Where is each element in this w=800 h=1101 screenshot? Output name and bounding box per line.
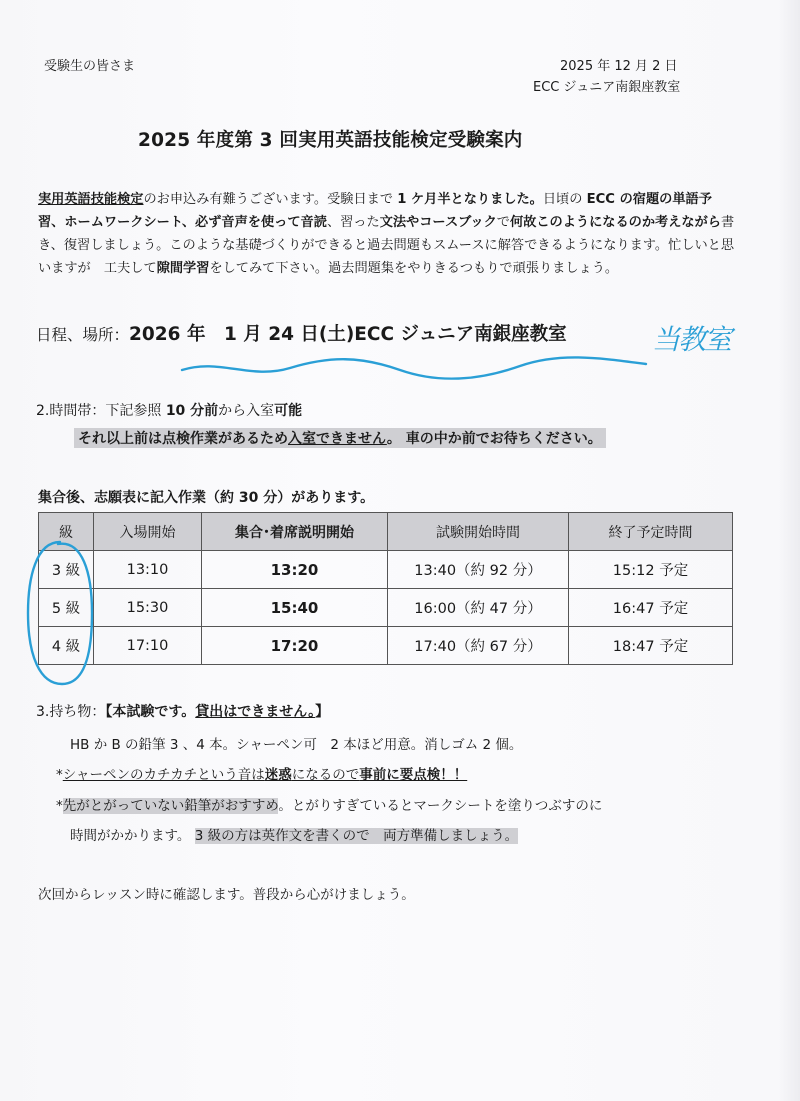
intro-emphasis: 文法やコースブック: [379, 215, 497, 230]
cell-grade: 3 級: [39, 551, 94, 589]
intro-paragraph: [38, 188, 738, 280]
cell-end-time: 18:47 予定: [569, 627, 733, 665]
cell-grade: 5 級: [39, 589, 94, 627]
handwritten-note: 当教室: [652, 323, 731, 356]
intro-text: で: [496, 215, 510, 230]
header-assembly-start: 集合･着席説明開始: [202, 513, 388, 551]
table-header-row: [39, 513, 733, 551]
intro-exam-name: 実用英語技能検定: [38, 192, 144, 207]
intro-emphasis: 何故このようになるのか考えながら: [509, 215, 721, 230]
schedule-value: 2026 年 1 月 24 日(土)ECC ジュニア南銀座教室: [129, 324, 567, 345]
intro-text: 書き、復習しましょう。このような基礎づくりができると過去問題もスムースに解答できるようになります。忙しいと思いますが 工夫して: [38, 215, 735, 276]
table-row: [39, 627, 733, 665]
belongings-emphasis: 迷惑: [264, 767, 292, 783]
school-name: ECC ジュニア南銀座教室: [533, 80, 681, 95]
paper-edge-shadow: [778, 0, 800, 1101]
belongings-highlight: 3 級の方は英作文を書くので 両方準備しましょう。: [194, 828, 519, 844]
cell-grade: 4 級: [39, 627, 94, 665]
closing-text: 次回からレッスン時に確認します。普段から心がけましょう。: [38, 887, 415, 903]
entry-warning-underlined: 入室できません: [288, 431, 387, 447]
belongings-item: [70, 824, 518, 844]
addressee: 受験生の皆さま: [44, 59, 136, 74]
cell-exam-start: 17:40（約 67 分）: [388, 627, 569, 665]
belongings-note: 。とがりすぎているとマークシートを塗りつぶすのに: [278, 798, 603, 814]
document-title: 2025 年度第 3 回実用英語技能検定受験案内: [138, 130, 523, 151]
entry-warning-text: 。 車の中か前でお待ちください。: [386, 431, 602, 447]
cell-assembly-start: 15:40: [202, 589, 388, 627]
intro-emphasis: 隙間学習: [156, 261, 210, 276]
table-row: [39, 589, 733, 627]
section-time-text: 2.時間帯：下記参照: [36, 403, 166, 419]
header-grade: 級: [39, 513, 94, 551]
belongings-emphasis: 事前に要点検！！: [359, 767, 468, 783]
belongings-item: [56, 794, 602, 814]
entry-warning-text: それ以上前は点検作業があるため: [78, 431, 288, 447]
intro-emphasis: ECC の宿題の単語予習、ホームワークシート、必ず音声を使って音読: [38, 192, 712, 230]
bullet-marker: *: [56, 798, 63, 814]
belongings-item: [56, 763, 467, 783]
section-belongings-emphasis: 【本試験です。: [105, 704, 196, 720]
intro-emphasis: 1 ケ月半となりました。: [397, 192, 543, 207]
intro-text: 、習った: [326, 215, 380, 230]
cell-entry-start: 15:30: [94, 589, 202, 627]
cell-end-time: 16:47 予定: [569, 589, 733, 627]
header-end-time: 終了予定時間: [569, 513, 733, 551]
intro-text: をしてみて下さい。過去問題集をやりきるつもりで頑張りましょう。: [209, 261, 619, 276]
handwritten-grade-circle: [20, 538, 100, 688]
cell-assembly-start: 13:20: [202, 551, 388, 589]
header-entry-start: 入場開始: [94, 513, 202, 551]
header-exam-start: 試験開始時間: [388, 513, 569, 551]
section-time-emphasis: 可能: [274, 403, 303, 419]
schedule-label: 日程、場所：: [36, 326, 130, 344]
section-belongings-emphasis: 貸出はできません。: [195, 704, 316, 720]
cell-entry-start: 17:10: [94, 627, 202, 665]
cell-end-time: 15:12 予定: [569, 551, 733, 589]
exam-time-table: [38, 512, 733, 665]
belongings-item: HB か B の鉛筆 3 、4 本。シャーペン可 2 本ほど用意。消しゴム 2 個。: [70, 737, 523, 753]
section-time: [36, 400, 302, 420]
entry-warning: [74, 428, 606, 448]
table-intro: 集合後、志願表に記入作業（約 30 分）があります。: [38, 490, 375, 506]
cell-assembly-start: 17:20: [202, 627, 388, 665]
belongings-note: シャーペンのカチカチという音は: [62, 767, 265, 783]
belongings-highlight: 先がとがっていない鉛筆がおすすめ: [62, 798, 279, 814]
intro-text: 日頃の: [542, 192, 587, 207]
cell-exam-start: 16:00（約 47 分）: [388, 589, 569, 627]
section-time-emphasis: 10 分前: [165, 403, 219, 419]
section-belongings-emphasis: 】: [315, 704, 330, 720]
belongings-note: になるので: [291, 767, 360, 783]
cell-exam-start: 13:40（約 92 分）: [388, 551, 569, 589]
belongings-note: 時間がかかります。: [70, 828, 195, 844]
section-time-text: から入室: [218, 403, 275, 419]
table-row: [39, 551, 733, 589]
section-belongings: [36, 701, 329, 721]
bullet-marker: *: [56, 767, 63, 783]
document-date: 2025 年 12 月 2 日: [560, 59, 678, 74]
handwritten-wave-underline: [180, 340, 650, 380]
cell-entry-start: 13:10: [94, 551, 202, 589]
section-belongings-label: 3.持ち物：: [36, 704, 106, 720]
intro-text: のお申込み有難うございます。受験日まで: [143, 192, 398, 207]
